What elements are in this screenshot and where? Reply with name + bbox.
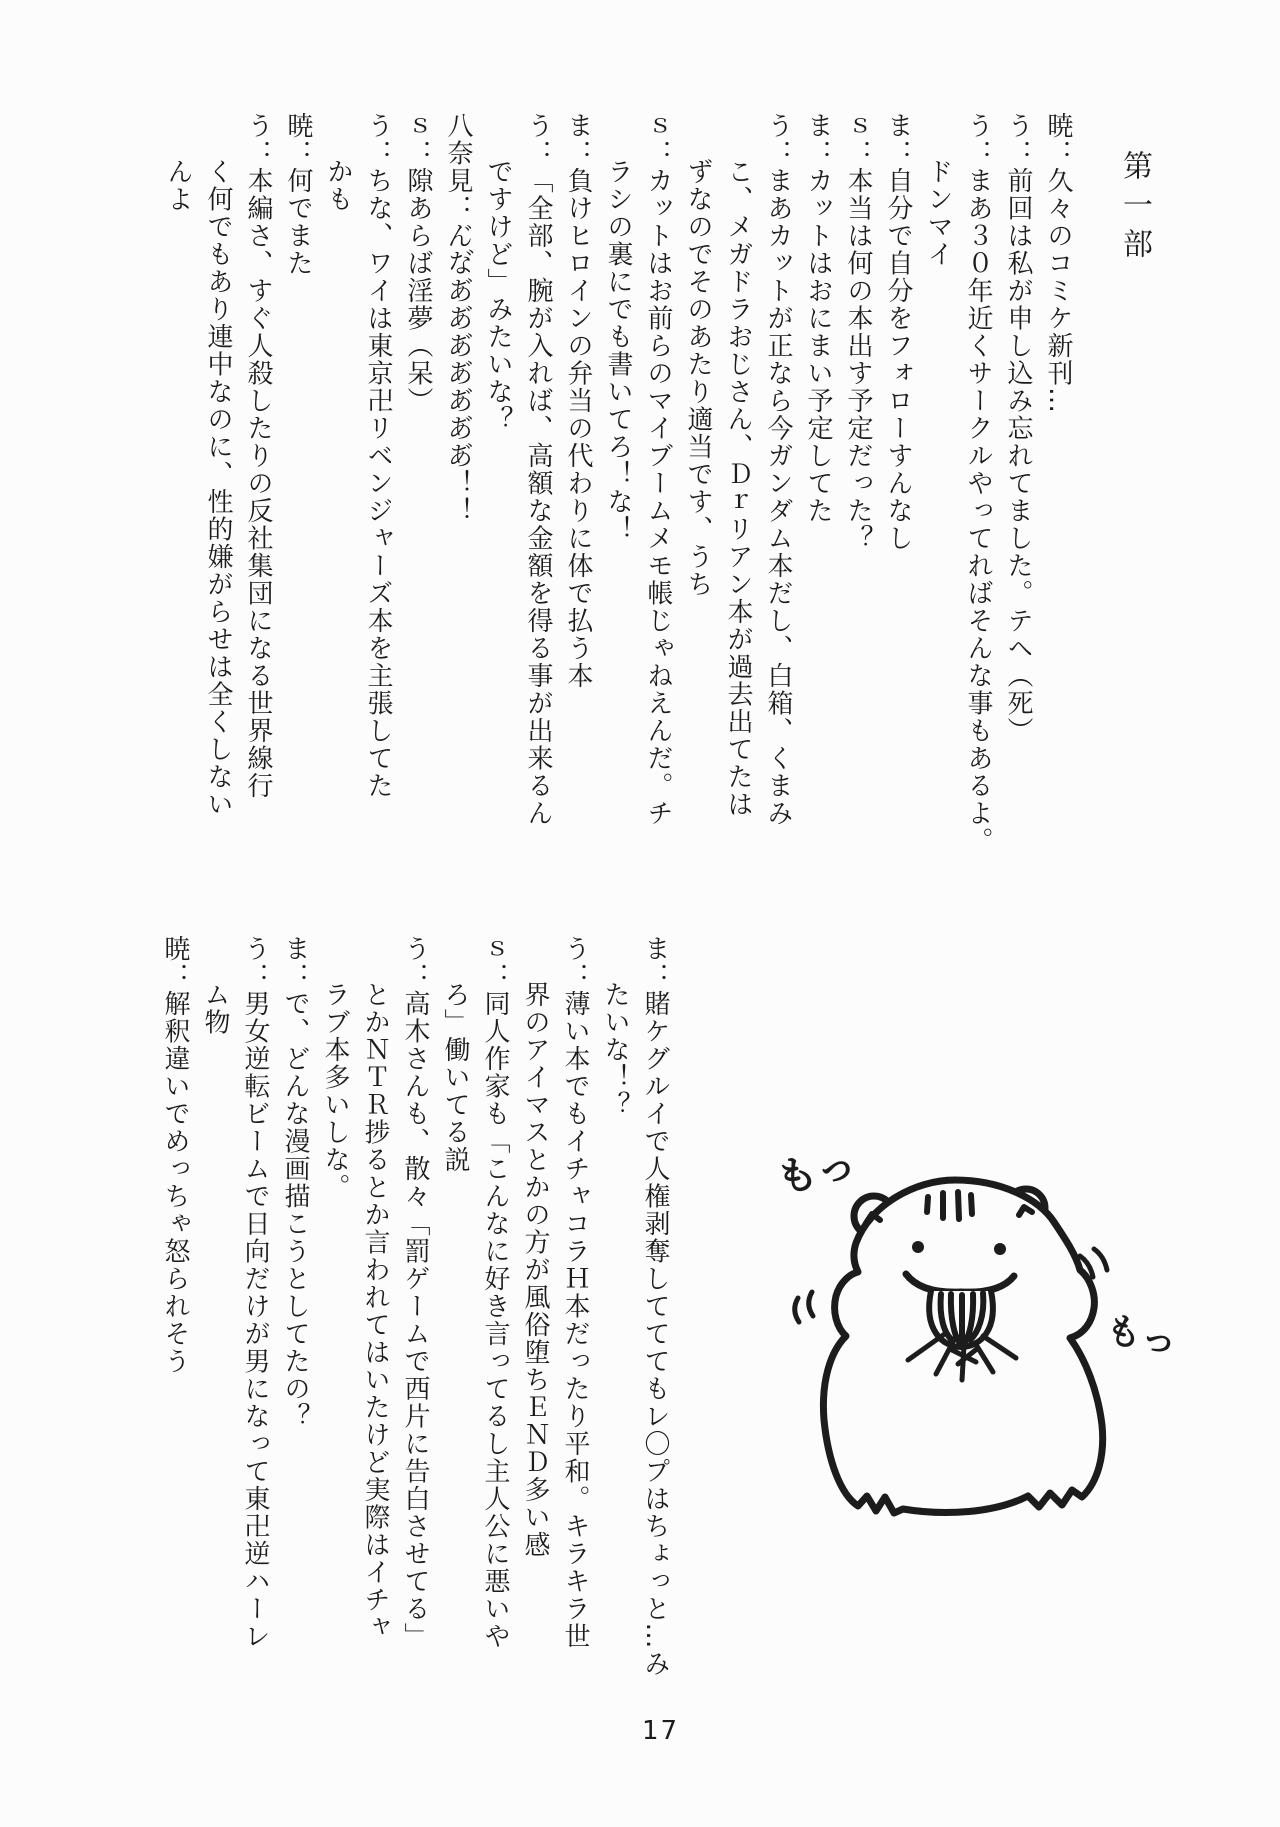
dialogue-line: う：薄い本でもイチャコラＨ本だったり平和。キラキラ世 bbox=[560, 935, 590, 1650]
dialogue-line: ま：カットはおにまい予定してた bbox=[803, 112, 833, 525]
dialogue-line: とかＮＴＲ捗るとか言われてはいたけど実際はイチャ bbox=[360, 981, 390, 1641]
section-title: 第一部 bbox=[1117, 150, 1152, 267]
dialogue-line: ろ」働いてる説 bbox=[440, 981, 470, 1174]
hamster-illustration bbox=[780, 1140, 1280, 1600]
dialogue-line: 界のアイマスとかの方が風俗堕ちＥＮＤ多い感 bbox=[520, 981, 550, 1559]
dialogue-line: こ、メガドラおじさん、Ｄｒリアン本が過去出てたは bbox=[723, 158, 753, 818]
dialogue-line: ラシの裏にでも書いてろ！な！ bbox=[603, 158, 633, 543]
dialogue-line: 八奈見：ん゙な゙あ゙あ゙あ゙あ゙あ゙あ゙あ゙！！ bbox=[443, 112, 473, 525]
dialogue-line: ま：負けヒロインの弁当の代わりに体で払う本 bbox=[563, 112, 593, 690]
dialogue-block-2 bbox=[155, 935, 675, 1735]
dialogue-line: ｓ：隙あらば淫夢（呆） bbox=[403, 112, 433, 415]
dialogue-line: 暁：久々のコミケ新刊… bbox=[1043, 112, 1073, 415]
dialogue-line: ラブ本多いしな。 bbox=[320, 981, 350, 1201]
dialogue-line: ま：で、どんな漫画描こうとしてたの？ bbox=[280, 935, 310, 1430]
dialogue-line: たいな！？ bbox=[600, 981, 630, 1119]
dialogue-line: んよ bbox=[163, 158, 193, 213]
dialogue-line: 暁：何でまた bbox=[283, 112, 313, 277]
sfx-munch-right: もっ bbox=[1101, 1308, 1181, 1364]
dialogue-line: ドンマイ bbox=[923, 158, 953, 268]
dialogue-line: う：高木さんも、散々「罰ゲームで西片に告白させてる」 bbox=[400, 935, 430, 1650]
dialogue-line: う：まあ３０年近くサークルやってればそんな事もあるよ。 bbox=[963, 112, 993, 855]
dialogue-line: う：「全部、腕が入れば、高額な金額を得る事が出来るん bbox=[523, 112, 553, 827]
dialogue-line: う：ちな、ワイは東京卍リベンジャーズ本を主張してた bbox=[363, 112, 393, 800]
dialogue-line: ｓ：同人作家も「こんなに好き言ってるし主人公に悪いや bbox=[480, 935, 510, 1650]
sfx-munch-top: もっ bbox=[772, 1141, 861, 1203]
dialogue-line: く何でもあり連中なのに、性的嫌がらせは全くしない bbox=[203, 158, 233, 818]
dialogue-block-1 bbox=[158, 112, 1078, 912]
dialogue-line: ｓ：カットはお前らのマイブームメモ帳じゃねえんだ。チ bbox=[643, 112, 673, 827]
dialogue-line: ま：賭ケグルイで人権剥奪してててもレ〇プはちょっと…み bbox=[640, 935, 670, 1678]
dialogue-line: う：本編さ、すぐ人殺したりの反社集団になる世界線行 bbox=[243, 112, 273, 800]
dialogue-line: う：前回は私が申し込み忘れてました。テヘ（死） bbox=[1003, 112, 1033, 745]
page-number: 17 bbox=[642, 1716, 680, 1746]
dialogue-line: う：男女逆転ビームで日向だけが男になって東卍逆ハーレ bbox=[240, 935, 270, 1650]
dialogue-line: ｓ：本当は何の本出す予定だった？ bbox=[843, 112, 873, 552]
dialogue-line: ム物 bbox=[200, 981, 230, 1036]
dialogue-line: う：まあカットが正なら今ガンダム本だし、白箱、くまみ bbox=[763, 112, 793, 827]
dialogue-line: ずなのでそのあたり適当です、うち bbox=[683, 158, 713, 598]
dialogue-line: かも bbox=[323, 158, 353, 213]
dialogue-line: ま：自分で自分をフォローすんなし bbox=[883, 112, 913, 552]
dialogue-line: 暁：解釈違いでめっちゃ怒られそう bbox=[160, 935, 190, 1375]
dialogue-line: ですけど」みたいな？ bbox=[483, 158, 513, 433]
